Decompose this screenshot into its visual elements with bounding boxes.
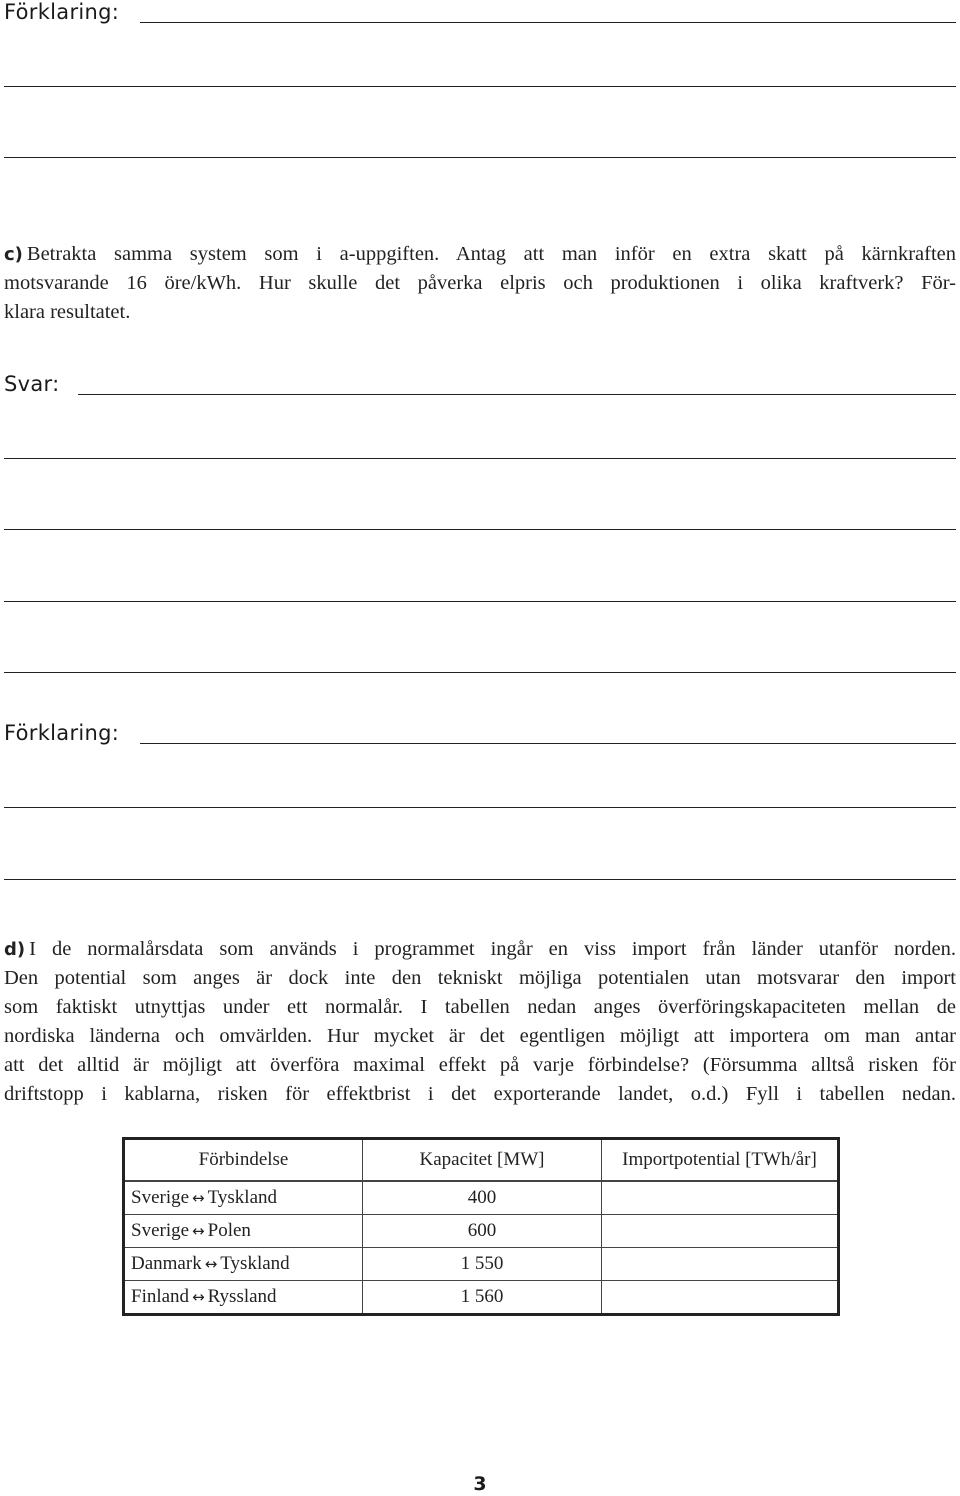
explanation-label-top: Förklaring: bbox=[4, 0, 120, 24]
capacity-table bbox=[122, 1137, 840, 1316]
import-potential-cell[interactable] bbox=[602, 1248, 839, 1281]
question-d-line: att det alltid är möjligt att överföra maximal effekt på varje förbindelse? (Försumma alltså risken för bbox=[4, 1054, 956, 1076]
answer-line[interactable] bbox=[140, 22, 956, 23]
capacity-cell: 400 bbox=[363, 1181, 602, 1215]
from-country: Sverige bbox=[131, 1187, 190, 1208]
question-d-label: d) bbox=[4, 939, 26, 960]
to-country: Polen bbox=[207, 1220, 251, 1241]
answer-line[interactable] bbox=[140, 743, 956, 744]
answer-line[interactable] bbox=[4, 157, 956, 158]
capacity-cell: 1 560 bbox=[363, 1281, 602, 1315]
answer-line[interactable] bbox=[4, 86, 956, 87]
page-number: 3 bbox=[473, 1473, 487, 1495]
from-country: Sverige bbox=[131, 1220, 190, 1241]
connection-cell bbox=[124, 1181, 363, 1215]
question-c-line: motsvarande 16 öre/kWh. Hur skulle det påverka elpris och produktionen i olika kraftverk? För- bbox=[4, 272, 956, 294]
question-d-line: driftstopp i kablarna, risken för effektbrist i det exporterande landet, o.d.) Fyll i tabellen nedan. bbox=[4, 1083, 956, 1105]
header-capacity: Kapacitet [MW] bbox=[363, 1139, 602, 1182]
answer-line[interactable] bbox=[4, 672, 956, 673]
import-potential-cell[interactable] bbox=[602, 1181, 839, 1215]
answer-label: Svar: bbox=[4, 372, 60, 396]
table-header-row bbox=[124, 1139, 839, 1182]
table-row bbox=[124, 1248, 839, 1281]
question-d-line: Den potential som anges är dock inte den tekniskt möjliga potentialen utan motsvarar den import bbox=[4, 967, 956, 989]
question-d-line: nordiska länderna och omvärlden. Hur mycket är det egentligen möjligt att importera om man antar bbox=[4, 1025, 956, 1047]
table-row bbox=[124, 1215, 839, 1248]
answer-line[interactable] bbox=[4, 458, 956, 459]
import-potential-cell[interactable] bbox=[602, 1281, 839, 1315]
bidirectional-arrow-icon: ↔ bbox=[192, 1288, 205, 1306]
explanation-label: Förklaring: bbox=[4, 721, 120, 745]
from-country: Finland bbox=[131, 1286, 190, 1307]
answer-line[interactable] bbox=[4, 879, 956, 880]
bidirectional-arrow-icon: ↔ bbox=[192, 1189, 205, 1207]
from-country: Danmark bbox=[131, 1253, 202, 1274]
answer-line[interactable] bbox=[4, 807, 956, 808]
question-c-line: klara resultatet. bbox=[4, 301, 131, 323]
bidirectional-arrow-icon: ↔ bbox=[204, 1255, 218, 1273]
answer-line[interactable] bbox=[4, 601, 956, 602]
connection-cell bbox=[124, 1281, 363, 1315]
table-row bbox=[124, 1181, 839, 1215]
question-d-line: I de normalårsdata som används i programmet ingår en viss import från länder utanför norden. bbox=[29, 938, 956, 960]
to-country: Tyskland bbox=[220, 1253, 290, 1274]
question-c-label: c) bbox=[4, 244, 23, 265]
capacity-cell: 1 550 bbox=[363, 1248, 602, 1281]
answer-line[interactable] bbox=[4, 529, 956, 530]
capacity-cell: 600 bbox=[363, 1215, 602, 1248]
question-d bbox=[4, 935, 956, 1109]
to-country: Tyskland bbox=[207, 1187, 278, 1208]
table-row bbox=[124, 1281, 839, 1315]
question-d-line: som faktiskt utnyttjas under ett normalår. I tabellen nedan anges överföringskapaciteten mellan de bbox=[4, 996, 956, 1018]
question-c bbox=[4, 240, 956, 327]
connection-cell bbox=[124, 1248, 363, 1281]
header-connection: Förbindelse bbox=[124, 1139, 363, 1182]
import-potential-cell[interactable] bbox=[602, 1215, 839, 1248]
question-c-line: Betrakta samma system som i a-uppgiften. Antag att man inför en extra skatt på kärnkraften bbox=[26, 243, 956, 265]
to-country: Ryssland bbox=[207, 1286, 277, 1307]
bidirectional-arrow-icon: ↔ bbox=[192, 1222, 205, 1240]
connection-cell bbox=[124, 1215, 363, 1248]
header-import-potential: Importpotential [TWh/år] bbox=[602, 1139, 839, 1182]
answer-line[interactable] bbox=[78, 394, 956, 395]
